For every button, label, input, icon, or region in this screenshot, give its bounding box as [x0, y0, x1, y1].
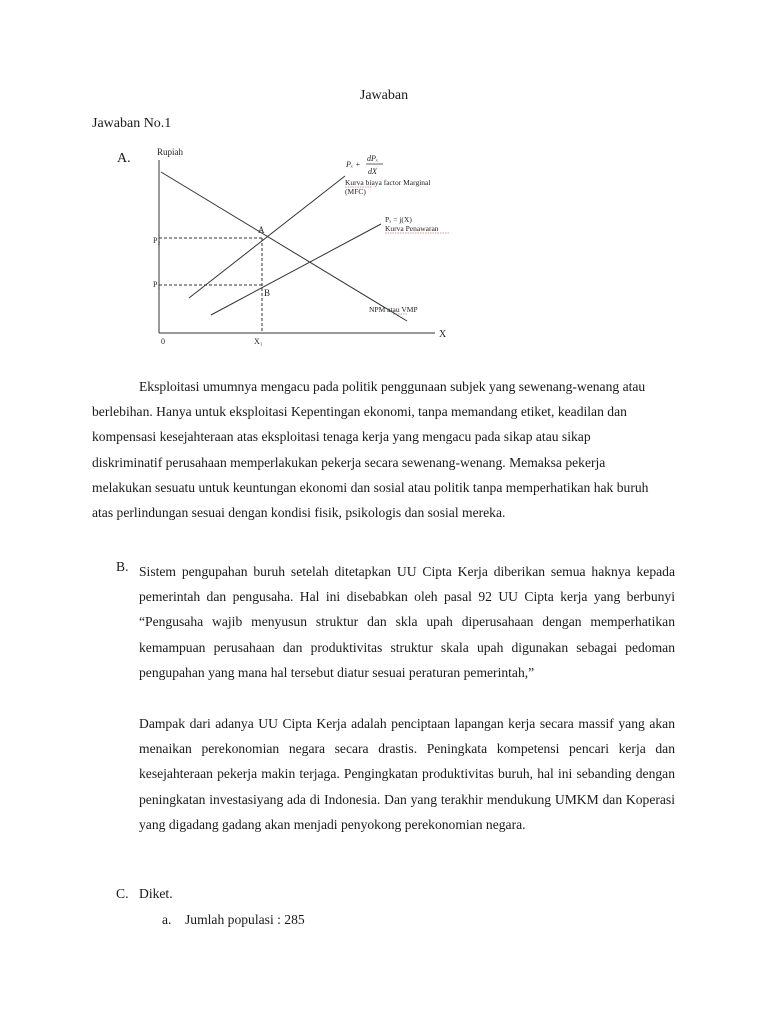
page-title: Jawaban	[359, 88, 409, 103]
supply-formula: Pₓ = j(X)	[385, 215, 412, 224]
mfc-abbrev: (MFC)	[345, 187, 366, 196]
section-b-paragraph-1: Sistem pengupahan buruh setelah ditetapkan UU Cipta Kerja diberikan semua haknya kepada pemerintah dan pengusaha. Hal ini disebabkan oleh pasal 92 UU Cipta kerja yang berbunyi “Pengusaha wajib menyusun struktur dan skla upah diperusahaan dengan memperhatikan kemampuan perusahaan dan produktivitas struktur skala upah digunakan sebagai pedoman pengupahan yang mana hal tersebut diatur sesuai peraturan pemerintah,”	[139, 564, 675, 680]
supply-label: Kurva Penawaran	[385, 224, 439, 233]
demand-curve-npm-vmp	[161, 172, 407, 321]
x-axis-label: X	[439, 329, 447, 340]
mfc-formula-numerator: dPₓ	[367, 154, 379, 163]
section-a-paragraph: Eksploitasi umumnya mengacu pada politik penggunaan subjek yang sewenang-wenang atau berlebihan. Hanya untuk eksploitasi Kepentingan ekonomi, tanpa memandang etiket, keadilan dan kompensasi kesejahteraan atas eksploitasi tenaga kerja yang mengacu pada sikap atau sikap diskriminatif perusahaan memperlakukan pekerja secara sewenang-wenang. Memaksa pekerja melakukan sesuatu untuk keuntungan ekonomi dan sosial atau politik tanpa memperhatikan hak buruh atas perlindungan sesuai dengan kondisi fisik, psikologis dan sosial mereka.	[92, 379, 649, 521]
section-c-item-a-label: a.	[162, 912, 172, 927]
section-c-label: C.	[116, 886, 129, 901]
p2-label: P₂	[153, 236, 161, 245]
point-a-label: A	[258, 225, 265, 235]
x1-label: X₁	[254, 337, 263, 346]
section-c-item-a-text: Jumlah populasi : 285	[185, 912, 305, 927]
p1-label: P₁	[153, 280, 161, 289]
section-b-label: B.	[116, 559, 129, 574]
y-axis-label: Rupiah	[157, 147, 183, 157]
demand-label: NPM atau VMP	[369, 305, 418, 314]
mfc-formula-denominator: dX	[368, 167, 377, 176]
mfc-formula-lhs: Pₓ +	[346, 160, 361, 169]
section-b-paragraph-2: Dampak dari adanya UU Cipta Kerja adalah penciptaan lapangan kerja secara massif yang akan menaikan perekonomian negara secara drastis. Peningkata kompetensi pencari kerja dan kesejahteraan pekerja makin terjaga. Pengingkatan produktivitas buruh, hal ini sebanding dengan peningkatan investasiyang ada di Indonesia. Dan yang terakhir mendukung UMKM dan Koperasi yang digadang gadang akan menjadi penyokong perekonomian negara.	[139, 716, 675, 832]
mfc-curve	[189, 176, 345, 298]
mfc-label: Kurva biaya factor Marginal	[345, 178, 431, 187]
origin-label: 0	[161, 337, 165, 346]
point-b-label: B	[264, 288, 271, 298]
answer-heading: Jawaban No.1	[92, 116, 172, 131]
section-a-label: A.	[117, 151, 131, 166]
section-c-text: Diket.	[139, 886, 173, 901]
factor-market-diagram	[145, 140, 455, 352]
